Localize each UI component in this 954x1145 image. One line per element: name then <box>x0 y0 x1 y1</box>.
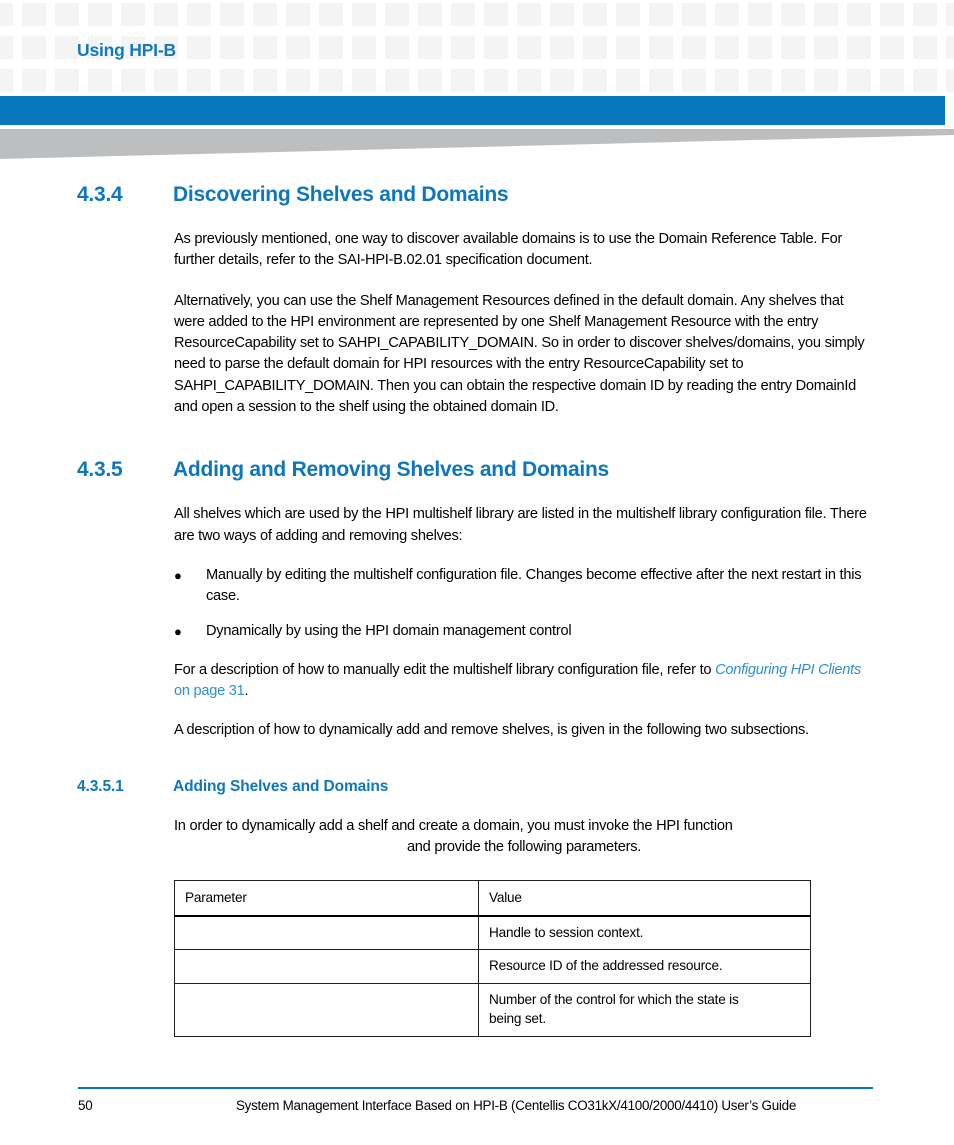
table-row <box>175 950 811 984</box>
pattern-square <box>715 69 739 92</box>
table-header-value: Value <box>479 881 811 916</box>
footer-document-title: System Management Interface Based on HPI-B (Centellis CO31kX/4100/2000/4410) User’s Guide <box>235 1098 797 1113</box>
pattern-square <box>121 3 145 26</box>
pattern-square <box>748 36 772 59</box>
pattern-square <box>517 3 541 26</box>
table-cell-value-line: being set. <box>489 1011 546 1027</box>
paragraph-4-3-4-1: As previously mentioned, one way to discover available domains is to use the Domain Reference Table. For further details, refer to the SAI-HPI-B.02.01 specification document. <box>174 231 843 269</box>
heading-4-3-4-number: 4.3.4 <box>77 183 123 206</box>
pattern-square <box>814 3 838 26</box>
pattern-square <box>748 69 772 92</box>
pattern-square <box>715 36 739 59</box>
pattern-square <box>847 69 871 92</box>
table-row <box>175 983 811 1036</box>
pattern-square <box>583 69 607 92</box>
cross-reference-link[interactable]: Configuring HPI Clients <box>715 661 861 678</box>
table-cell-parameter <box>175 950 479 984</box>
pattern-square <box>319 69 343 92</box>
wedge-shape-icon <box>0 129 954 165</box>
parameter-table <box>174 880 811 1037</box>
table-cell-value <box>479 983 811 1036</box>
pattern-square <box>253 69 277 92</box>
heading-4-3-5-1 <box>0 778 954 796</box>
pattern-square <box>154 69 178 92</box>
pattern-square <box>286 3 310 26</box>
pattern-square <box>88 3 112 26</box>
pattern-square <box>781 69 805 92</box>
footer-divider-rule <box>78 1087 873 1089</box>
pattern-square <box>121 69 145 92</box>
paragraph-cross-reference <box>174 660 874 703</box>
pattern-square <box>913 69 937 92</box>
pattern-square <box>385 36 409 59</box>
pattern-square <box>319 3 343 26</box>
table-header-parameter: Parameter <box>175 881 479 916</box>
cross-reference-page[interactable]: on page 31 <box>174 683 245 700</box>
paragraph-4-3-5-1-line2: and provide the following parameters. <box>406 839 642 856</box>
pattern-square <box>946 69 954 92</box>
pattern-square <box>550 3 574 26</box>
pattern-square <box>649 69 673 92</box>
pattern-square <box>154 3 178 26</box>
table-row <box>175 916 811 950</box>
table-cell-parameter <box>175 916 479 950</box>
pattern-square <box>550 36 574 59</box>
heading-4-3-5 <box>0 458 954 482</box>
list-item-label: Dynamically by using the HPI domain management control <box>206 622 572 639</box>
pattern-square <box>880 3 904 26</box>
pattern-square <box>781 36 805 59</box>
pattern-square <box>187 3 211 26</box>
pattern-square <box>286 69 310 92</box>
pattern-square <box>253 36 277 59</box>
heading-4-3-5-number: 4.3.5 <box>77 458 123 482</box>
pattern-square <box>451 3 475 26</box>
pattern-square <box>385 69 409 92</box>
header-blue-rule <box>0 96 945 125</box>
heading-4-3-4 <box>0 183 954 207</box>
paragraph-4-3-5-closing: A description of how to dynamically add and remove shelves, is given in the following two subsections. <box>174 722 809 739</box>
pattern-square <box>187 69 211 92</box>
pattern-square <box>682 69 706 92</box>
table-cell-value: Resource ID of the addressed resource. <box>479 950 811 984</box>
pattern-square <box>418 3 442 26</box>
pattern-square <box>22 3 46 26</box>
pattern-square <box>451 69 475 92</box>
pattern-square <box>418 69 442 92</box>
xref-lead-text: For a description of how to manually edit the multishelf library configuration file, refer to <box>174 661 716 678</box>
pattern-square <box>22 36 46 59</box>
table-cell-parameter <box>175 983 479 1036</box>
pattern-square <box>0 3 13 26</box>
heading-4-3-5-text: Adding and Removing Shelves and Domains <box>173 458 609 482</box>
header-gray-wedge <box>0 129 954 165</box>
pattern-square <box>22 69 46 92</box>
pattern-square <box>946 3 954 26</box>
bullet-dot-icon: ● <box>174 567 182 583</box>
pattern-square <box>0 36 13 59</box>
heading-4-3-5-1-number: 4.3.5.1 <box>77 777 124 795</box>
bullet-dot-icon: ● <box>174 623 182 639</box>
pattern-square <box>484 3 508 26</box>
pattern-square <box>517 36 541 59</box>
pattern-square <box>88 69 112 92</box>
pattern-square <box>220 3 244 26</box>
pattern-square <box>0 69 13 92</box>
pattern-square <box>847 3 871 26</box>
paragraph-4-3-5-intro: All shelves which are used by the HPI multishelf library are listed in the multishelf library configuration file. There are two ways of adding and removing shelves: <box>174 506 867 544</box>
pattern-square <box>616 69 640 92</box>
heading-4-3-4-text: Discovering Shelves and Domains <box>173 183 509 206</box>
pattern-square <box>616 3 640 26</box>
pattern-square <box>517 69 541 92</box>
xref-tail-text: . <box>244 683 249 700</box>
pattern-square <box>253 3 277 26</box>
pattern-square <box>913 3 937 26</box>
pattern-square <box>913 36 937 59</box>
pattern-square <box>55 36 79 59</box>
pattern-square <box>352 3 376 26</box>
table-cell-value: Handle to session context. <box>479 916 811 950</box>
paragraph-4-3-5-1-line1: In order to dynamically add a shelf and create a domain, you must invoke the HPI function <box>174 817 733 834</box>
pattern-square <box>418 36 442 59</box>
pattern-square <box>55 69 79 92</box>
pattern-square <box>880 69 904 92</box>
page-header-band <box>0 0 954 95</box>
pattern-square <box>880 36 904 59</box>
pattern-square <box>715 3 739 26</box>
pattern-square <box>550 69 574 92</box>
list-item-label: Manually by editing the multishelf configuration file. Changes become effective after the next restart in this case. <box>206 566 862 605</box>
pattern-square <box>286 36 310 59</box>
pattern-square <box>649 3 673 26</box>
list-item <box>174 565 874 608</box>
page-content <box>0 165 954 1037</box>
table-cell-value-line: Number of the control for which the state is <box>489 991 739 1007</box>
pattern-square <box>682 36 706 59</box>
pattern-square <box>616 36 640 59</box>
running-header-title: Using HPI-B <box>77 40 176 60</box>
paragraph-4-3-4-2: Alternatively, you can use the Shelf Management Resources defined in the default domain. Any shelves that were added to the HPI environment are represented by one Shelf Management Resource with the entry ResourceCapability set to SAHPI_CAPABILITY_DOMAIN. So in order to discover shelves/domains, you simply need to parse the default domain for HPI resources with the entry ResourceCapability set to SAHPI_CAPABILITY_DOMAIN. Then you can obtain the respective domain ID by reading the entry DomainId and open a session to the shelf using the obtained domain ID. <box>174 292 865 416</box>
pattern-square <box>220 69 244 92</box>
pattern-square <box>385 3 409 26</box>
heading-4-3-5-1-text: Adding Shelves and Domains <box>173 777 389 795</box>
pattern-square <box>319 36 343 59</box>
pattern-square <box>946 36 954 59</box>
pattern-square <box>484 69 508 92</box>
pattern-square <box>55 3 79 26</box>
pattern-square <box>748 3 772 26</box>
pattern-square <box>484 36 508 59</box>
pattern-square <box>187 36 211 59</box>
pattern-square <box>814 36 838 59</box>
pattern-square <box>451 36 475 59</box>
pattern-square <box>682 3 706 26</box>
pattern-square <box>352 36 376 59</box>
pattern-square <box>847 36 871 59</box>
pattern-square <box>583 36 607 59</box>
pattern-square <box>649 36 673 59</box>
table-header-row <box>175 881 811 916</box>
pattern-square <box>220 36 244 59</box>
pattern-square <box>814 69 838 92</box>
pattern-square <box>352 69 376 92</box>
footer-page-number: 50 <box>78 1098 93 1113</box>
pattern-square <box>781 3 805 26</box>
pattern-square <box>583 3 607 26</box>
list-item <box>174 621 874 642</box>
